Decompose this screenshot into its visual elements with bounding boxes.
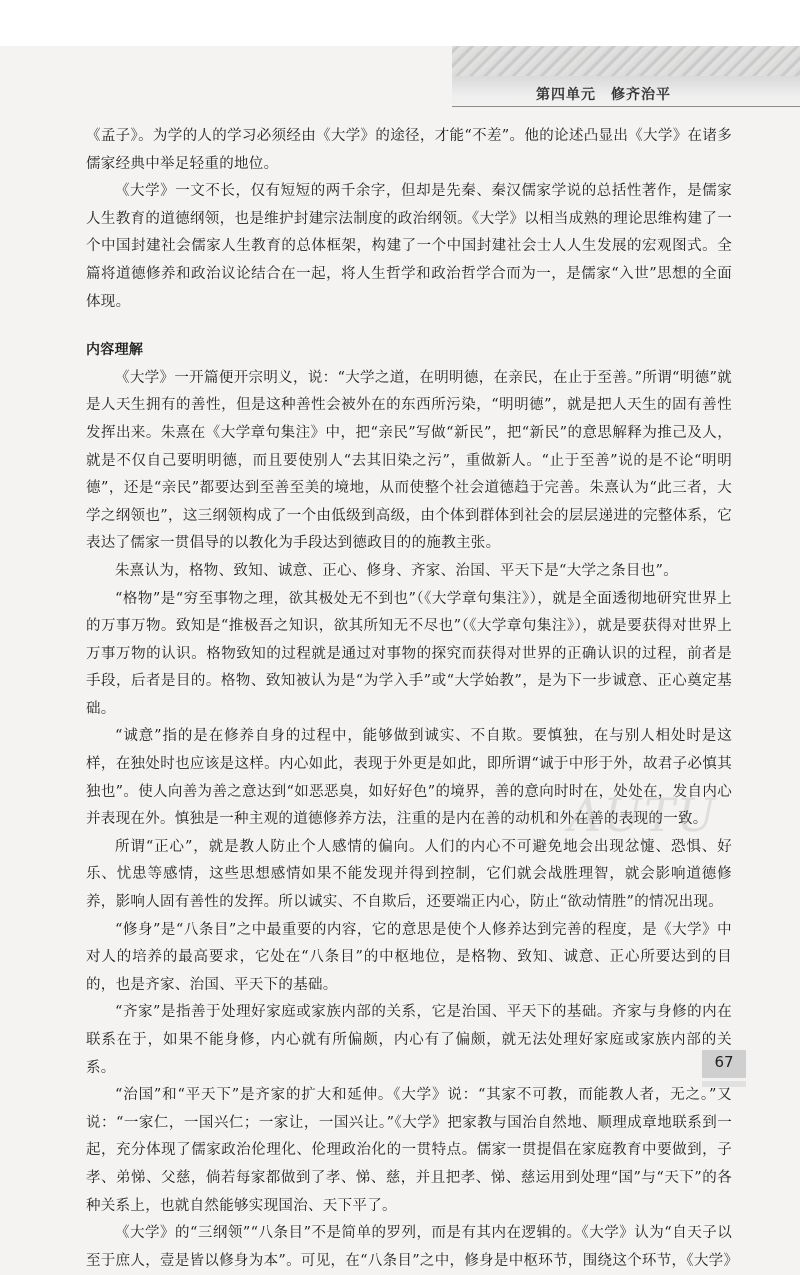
- background-watermark: AUTU: [568, 788, 718, 842]
- paragraph: “诚意”指的是在修养自身的过程中，能够做到诚实、不自欺。要慎独，在与别人相处时是这样，在独处时也应该是这样。内心如此，表现于外更是如此，即所谓“诚于中形于外，故君子必慎其独也”。使人向善为善之意达到“如恶恶臭，如好好色”的境界，善的意向时时在，处处在，发自内心并表现在外。慎独是一种主观的道德修养方法，注重的是内在善的动机和外在善的表现的一致。: [86, 728, 732, 828]
- paragraph: “齐家”是指善于处理好家庭或家族内部的关系，它是治国、平天下的基础。齐家与身修的内在联系在于，如果不能身修，内心就有所偏颇，内心有了偏颇，就无法处理好家庭或家族内部的关系。: [86, 1004, 732, 1076]
- paragraph: “修身”是“八条目”之中最重要的内容，它的意思是使个人修养达到完善的程度，是《大学》中对人的培养的最高要求，它处在“八条目”的中枢地位，是格物、致知、诚意、正心所要达到的目的，也是齐家、治国、平天下的基础。: [86, 921, 732, 993]
- paragraph: 《大学》的“三纲领”“八条目”不是简单的罗列，而是有其内在逻辑的。《大学》认为“自天子以至于庶人，壹是皆以修身为本”。可见，在“八条目”之中，修身是中枢环节，围绕这个环节，《大学》: [86, 1225, 739, 1269]
- page-number-tab-base: [702, 1081, 746, 1087]
- body-text: [86, 123, 739, 1275]
- paragraph: 《大学》一文不长，仅有短短的两千余字，但却是先秦、秦汉儒家学说的总括性著作，是儒家人生教育的道德纲领，也是维护封建宗法制度的政治纲领。《大学》以相当成熟的理论思维构建了一个中国封建社会儒家人生教育的总体框架，构建了一个中国封建社会士人人生发展的宏观图式。全篇将道德修养和政治议论结合在一起，将人生哲学和政治哲学合而为一，是儒家“入世”思想的全面体现。: [86, 183, 732, 310]
- paragraph-continued: 《孟子》。为学的人的学习必须经由《大学》的途径，才能“不差”。他的论述凸显出《大学》在诸多儒家经典中举足轻重的地位。: [86, 128, 732, 172]
- unit-title: 第四单元 修齐治平: [536, 87, 671, 103]
- paragraph: “格物”是“穷至事物之理，欲其极处无不到也”（《大学章句集注》），就是全面透彻地研究世界上的万事万物。致知是“推极吾之知识，欲其所知无不尽也”（《大学章句集注》），就是要获得对世界上万事万物的认识。格物致知的过程就是通过对事物的探究而获得对世界的正确认识的过程，前者是手段，后者是目的。格物、致知被认为是“为学入手”或“大学始教”，是为下一步诚意、正心奠定基础。: [86, 590, 732, 717]
- header-ornament: [452, 46, 800, 76]
- section-heading: 内容理解: [86, 342, 144, 359]
- header-rule: [452, 106, 800, 107]
- paragraph: 《大学》一开篇便开宗明义，说：“大学之道，在明明德，在亲民，在止于至善。”所谓“明德”就是人天生拥有的善性，但是这种善性会被外在的东西所污染，“明明德”，就是把人天生的固有善性发挥出来。朱熹在《大学章句集注》中，把“亲民”写做“新民”，把“新民”的意思解释为推己及人，就是不仅自己要明明德，而且要使别人“去其旧染之污”，重做新人。“止于至善”说的是不论“明明德”，还是“亲民”都要达到至善至美的境地，从而使整个社会道德趋于完善。朱熹认为“此三者，大学之纲领也”，这三纲领构成了一个由低级到高级，由个体到群体到社会的层层递进的完整体系，它表达了儒家一贯倡导的以教化为手段达到德政目的的施教主张。: [86, 369, 732, 552]
- page-number: 67: [714, 1053, 734, 1071]
- page-top-margin: [0, 0, 800, 46]
- paragraph: “治国”和“平天下”是齐家的扩大和延伸。《大学》说：“其家不可教，而能教人者，无之。”又说：“一家仁，一国兴仁；一家让，一国兴让。”《大学》把家教与国治自然地、顺理成章地联系到一起，充分体现了儒家政治伦理化、伦理政治化的一贯特点。儒家一贯提倡在家庭教育中要做到，子孝、弟悌、父慈，倘若每家都做到了孝、悌、慈，并且把孝、悌、慈运用到处理“国”与“天下”的各种关系上，也就自然能够实现国治、天下平了。: [86, 1087, 732, 1214]
- paragraph: 所谓“正心”，就是教人防止个人感情的偏向。人们的内心不可避免地会出现忿懥、恐惧、好乐、忧患等感情，这些思想感情如果不能发现并得到控制，它们就会战胜理智，就会影响道德修养，影响人固有善性的发挥。所以诚实、不自欺后，还要端正内心，防止“欲动情胜”的情况出现。: [86, 838, 732, 911]
- paragraph: 朱熹认为，格物、致知、诚意、正心、修身、齐家、治国、平天下是“大学之条目也”。: [115, 562, 679, 579]
